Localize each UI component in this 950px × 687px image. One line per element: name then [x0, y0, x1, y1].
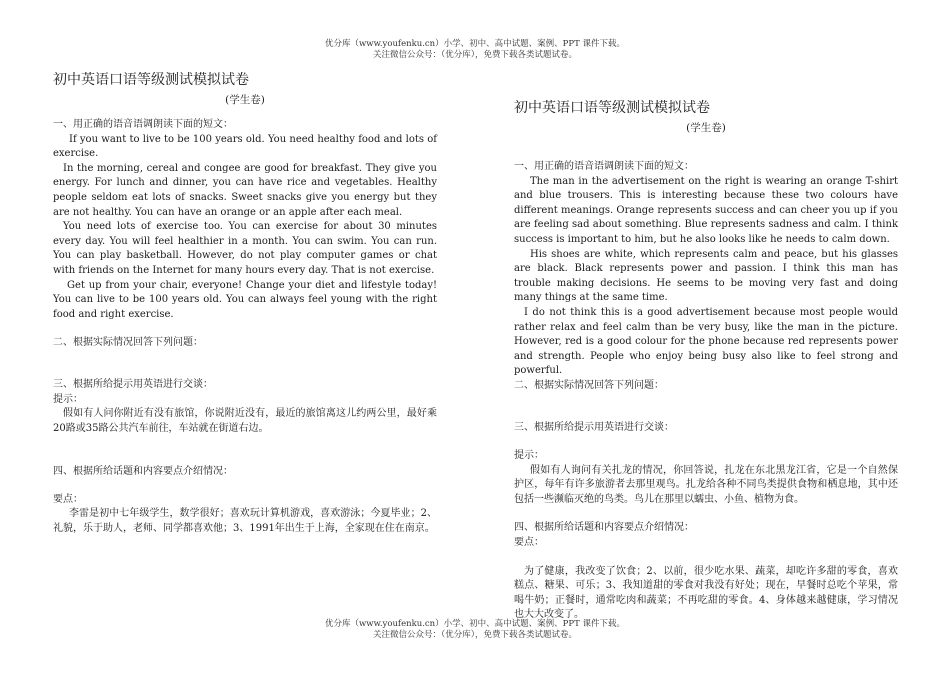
right-exam-subtitle: (学生卷) [686, 122, 726, 134]
page-footer [0, 619, 950, 641]
right-section-3-heading: 三、根据所给提示用英语进行交谈： [514, 421, 674, 433]
left-section-3-heading: 三、根据所给提示用英语进行交谈： [53, 378, 213, 390]
header-line-1: 优分库（www.youfenku.cn）小学、初中、高中试题、案例、PPT 课件下载。 [325, 39, 625, 49]
left-passage-paragraph-1: If you want to live to be 100 years old. You need healthy food and lots of exercise. [53, 133, 437, 160]
right-section-3-hint-label: 提示： [514, 450, 544, 462]
header-line-2: 关注微信公众号：（优分库），免费下载各类试题试卷。 [372, 50, 577, 60]
right-section-4-points-label: 要点： [514, 537, 544, 549]
left-section-4-heading: 四、根据所给话题和内容要点介绍情况： [53, 466, 233, 478]
left-section-3-hint: 假如有人问你附近有没有旅馆，你说附近没有，最近的旅馆离这儿约两公里，最好乘20路或35路公共汽车前往，车站就在街道右边。 [53, 408, 437, 434]
right-passage-paragraph-3: I do not think this is a good advertisement because most people would rather relax and feel calm than be very busy, like the man in the picture. However, red is a good colour for the phone because red represents power and strength. People who enjoy being busy also like to feel strong and powerful. [514, 306, 898, 377]
left-passage-paragraph-2: In the morning, cereal and congee are good for breakfast. They give you energy. For lunch and dinner, you can have rice and vegetables. Healthy people seldom eat lots of snacks. Sweet snacks give you energy but they are not healthy. You can have an orange or an apple after each meal. [53, 162, 437, 218]
right-passage-paragraph-1: The man in the advertisement on the right is wearing an orange T-shirt and blue trousers. This is interesting because these two colours have different meanings. Orange represents success and can cheer you up if you are feeling sad about something. Blue represents sadness and calm. I think success is important to him, but he also looks like he needs to calm down. [514, 175, 898, 245]
footer-line-2: 关注微信公众号：（优分库），免费下载各类试题试卷。 [372, 630, 577, 640]
left-exam-column [53, 70, 437, 537]
right-exam-title: 初中英语口语等级测试模拟试卷 [514, 100, 710, 116]
right-section-4-heading: 四、根据所给话题和内容要点介绍情况： [514, 522, 694, 534]
page-header [0, 39, 950, 61]
right-section-1-heading: 一、用正确的语音语调朗读下面的短文： [514, 161, 694, 172]
left-exam-subtitle: (学生卷) [225, 94, 265, 106]
right-exam-column [514, 98, 898, 623]
left-exam-title: 初中英语口语等级测试模拟试卷 [53, 72, 249, 88]
left-section-4-points-label: 要点： [53, 493, 83, 505]
left-section-2-heading: 二、根据实际情况回答下列问题： [53, 337, 203, 349]
left-section-3-hint-label: 提示： [53, 393, 83, 405]
left-passage-paragraph-3: You need lots of exercise too. You can exercise for about 30 minutes every day. You will feel healthier in a month. You can swim. You can run. You can play basketball. However, do not play computer games or chat with friends on the Internet for many hours every day. That is not exercise. [53, 221, 437, 276]
left-passage-paragraph-4: Get up from your chair, everyone! Change your diet and lifestyle today! You can live to be 100 years old. You can always feel young with the right food and right exercise. [53, 279, 437, 320]
left-section-1-heading: 一、用正确的语音语调朗读下面的短文： [53, 119, 233, 130]
left-section-4-points: 李雷是初中七年级学生，数学很好；喜欢玩计算机游戏，喜欢游泳；今夏毕业；2、礼貌，乐于助人，老师、同学都喜欢他；3、1991年出生于上海，全家现在住在南京。 [53, 508, 437, 535]
right-section-3-hint: 假如有人询问有关扎龙的情况，你回答说，扎龙在东北黑龙江省，它是一个自然保护区，每年有许多旅游者去那里观鸟。扎龙给各种不同鸟类提供食物和栖息地，其中还包括一些濒临灭绝的鸟类。鸟儿在那里以蠕虫、小鱼、植物为食。 [514, 464, 898, 505]
footer-line-1: 优分库（www.youfenku.cn）小学、初中、高中试题、案例、PPT 课件下载。 [325, 619, 625, 629]
right-passage-paragraph-2: His shoes are white, which represents calm and peace, but his glasses are black. Black represents power and passion. I think this man has trouble making decisions. He seems to be moving very fast and doing many things at the same time. [514, 248, 898, 304]
right-section-2-heading: 二、根据实际情况回答下列问题： [514, 379, 664, 391]
right-section-4-points: 为了健康，我改变了饮食；2、以前，很少吃水果、蔬菜，却吃许多甜的零食，喜欢糕点、糖果、可乐；3、我知道甜的零食对我没有好处；现在，早餐时总吃个苹果，常喝牛奶；正餐时，通常吃肉和蔬菜；不再吃甜的零食。4、身体越来越健康，学习情况也大大改变了。 [514, 565, 898, 621]
